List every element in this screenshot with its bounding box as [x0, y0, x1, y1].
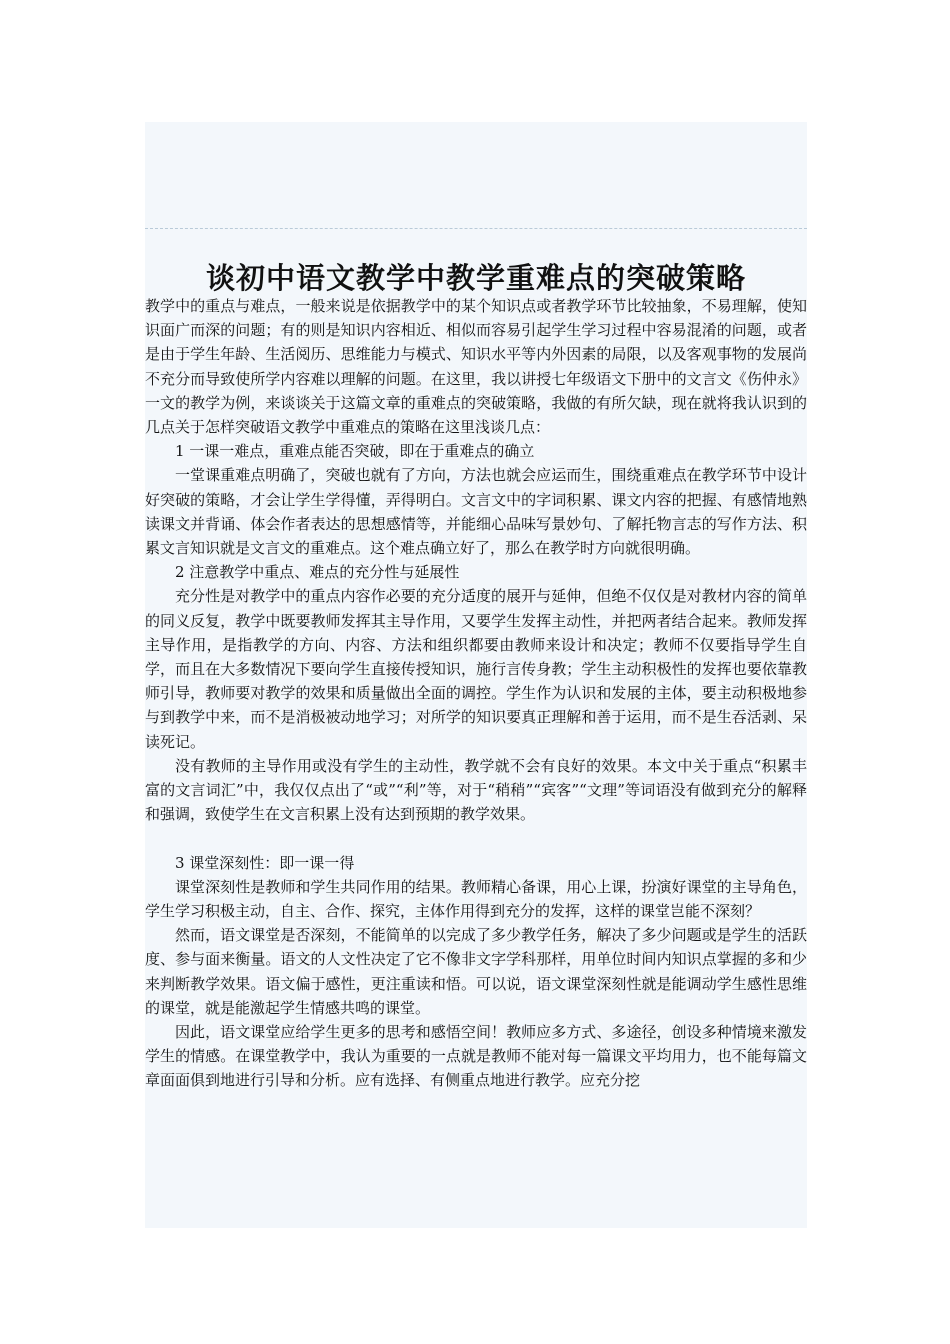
section-heading-1: 1 一课一难点，重难点能否突破，即在于重难点的确立 [175, 442, 535, 461]
document-title: 谈初中语文教学中教学重难点的突破策略 [205, 261, 746, 296]
header-divider [145, 228, 807, 229]
body-paragraph: 课堂深刻性是教师和学生共同作用的结果。教师精心备课，用心上课，扮演好课堂的主导角色，学生学习积极主动，自主、合作、探究，主体作用得到充分的发挥，这样的课堂岂能不深刻？ [145, 877, 807, 921]
document-body [145, 294, 807, 1093]
body-paragraph: 因此，语文课堂应给学生更多的思考和感悟空间！教师应多方式、多途径，创设多种情境来激发学生的情感。在课堂教学中，我认为重要的一点就是教师不能对每一篇课文平均用力，也不能每篇文章面面俱到地进行引导和分析。应有选择、有侧重点地进行教学。应充分挖 [145, 1023, 807, 1090]
paragraph-spacer [145, 826, 807, 850]
body-paragraph: 没有教师的主导作用或没有学生的主动性，教学就不会有良好的效果。本文中关于重点“积累丰富的文言词汇”中，我仅仅点出了“或”“利”等，对于“稍稍”“宾客”“文理”等词语没有做到充分的解释和强调，致使学生在文言积累上没有达到预期的教学效果。 [145, 756, 807, 824]
body-paragraph: 一堂课重难点明确了，突破也就有了方向，方法也就会应运而生，围绕重难点在教学环节中设计好突破的策略，才会让学生学得懂，弄得明白。文言文中的字词积累、课文内容的把握、有感情地熟读课文并背诵、体会作者表达的思想感情等，并能细心品味写景妙句、了解托物言志的写作方法、积累文言知识就是文言文的重难点。这个难点确立好了，那么在教学时方向就很明确。 [145, 466, 807, 558]
body-paragraph: 然而，语文课堂是否深刻，不能简单的以完成了多少教学任务，解决了多少问题或是学生的活跃度、参与面来衡量。语文的人文性决定了它不像非文字学科那样，用单位时间内知识点掌握的多和少来判断教学效果。语文偏于感性，更注重读和悟。可以说，语文课堂深刻性就是能调动学生感性思维的课堂，就是能激起学生情感共鸣的课堂。 [145, 926, 807, 1017]
body-paragraph: 充分性是对教学中的重点内容作必要的充分适度的展开与延伸，但绝不仅仅是对教材内容的简单的同义反复，教学中既要教师发挥其主导作用，又要学生发挥主动性，并把两者结合起来。教师发挥主导作用，是指教学的方向、内容、方法和组织都要由教师来设计和决定；教师不仅要指导学生自学，而且在大多数情况下要向学生直接传授知识，施行言传身教；学生主动积极性的发挥也要依靠教师引导，教师要对教学的效果和质量做出全面的调控。学生作为认识和发展的主体，要主动积极地参与到教学中来，而不是消极被动地学习；对所学的知识要真正理解和善于运用，而不是生吞活剥、呆读死记。 [145, 587, 807, 751]
intro-paragraph: 教学中的重点与难点，一般来说是依据教学中的某个知识点或者教学环节比较抽象，不易理解，使知识面广而深的问题；有的则是知识内容相近、相似而容易引起学生学习过程中容易混淆的问题，或者是由于学生年龄、生活阅历、思维能力与模式、知识水平等内外因素的局限，以及客观事物的发展尚不充分而导致使所学内容难以理解的问题。在这里，我以讲授七年级语文下册中的文言文《伤仲永》一文的教学为例，来谈谈关于这篇文章的重难点的突破策略，我做的有所欠缺，现在就将我认识到的几点关于怎样突破语文教学中重难点的策略在这里浅谈几点： [145, 297, 807, 437]
section-heading-3: 3 课堂深刻性：即一课一得 [175, 853, 355, 872]
section-heading-2: 2 注意教学中重点、难点的充分性与延展性 [175, 563, 460, 582]
